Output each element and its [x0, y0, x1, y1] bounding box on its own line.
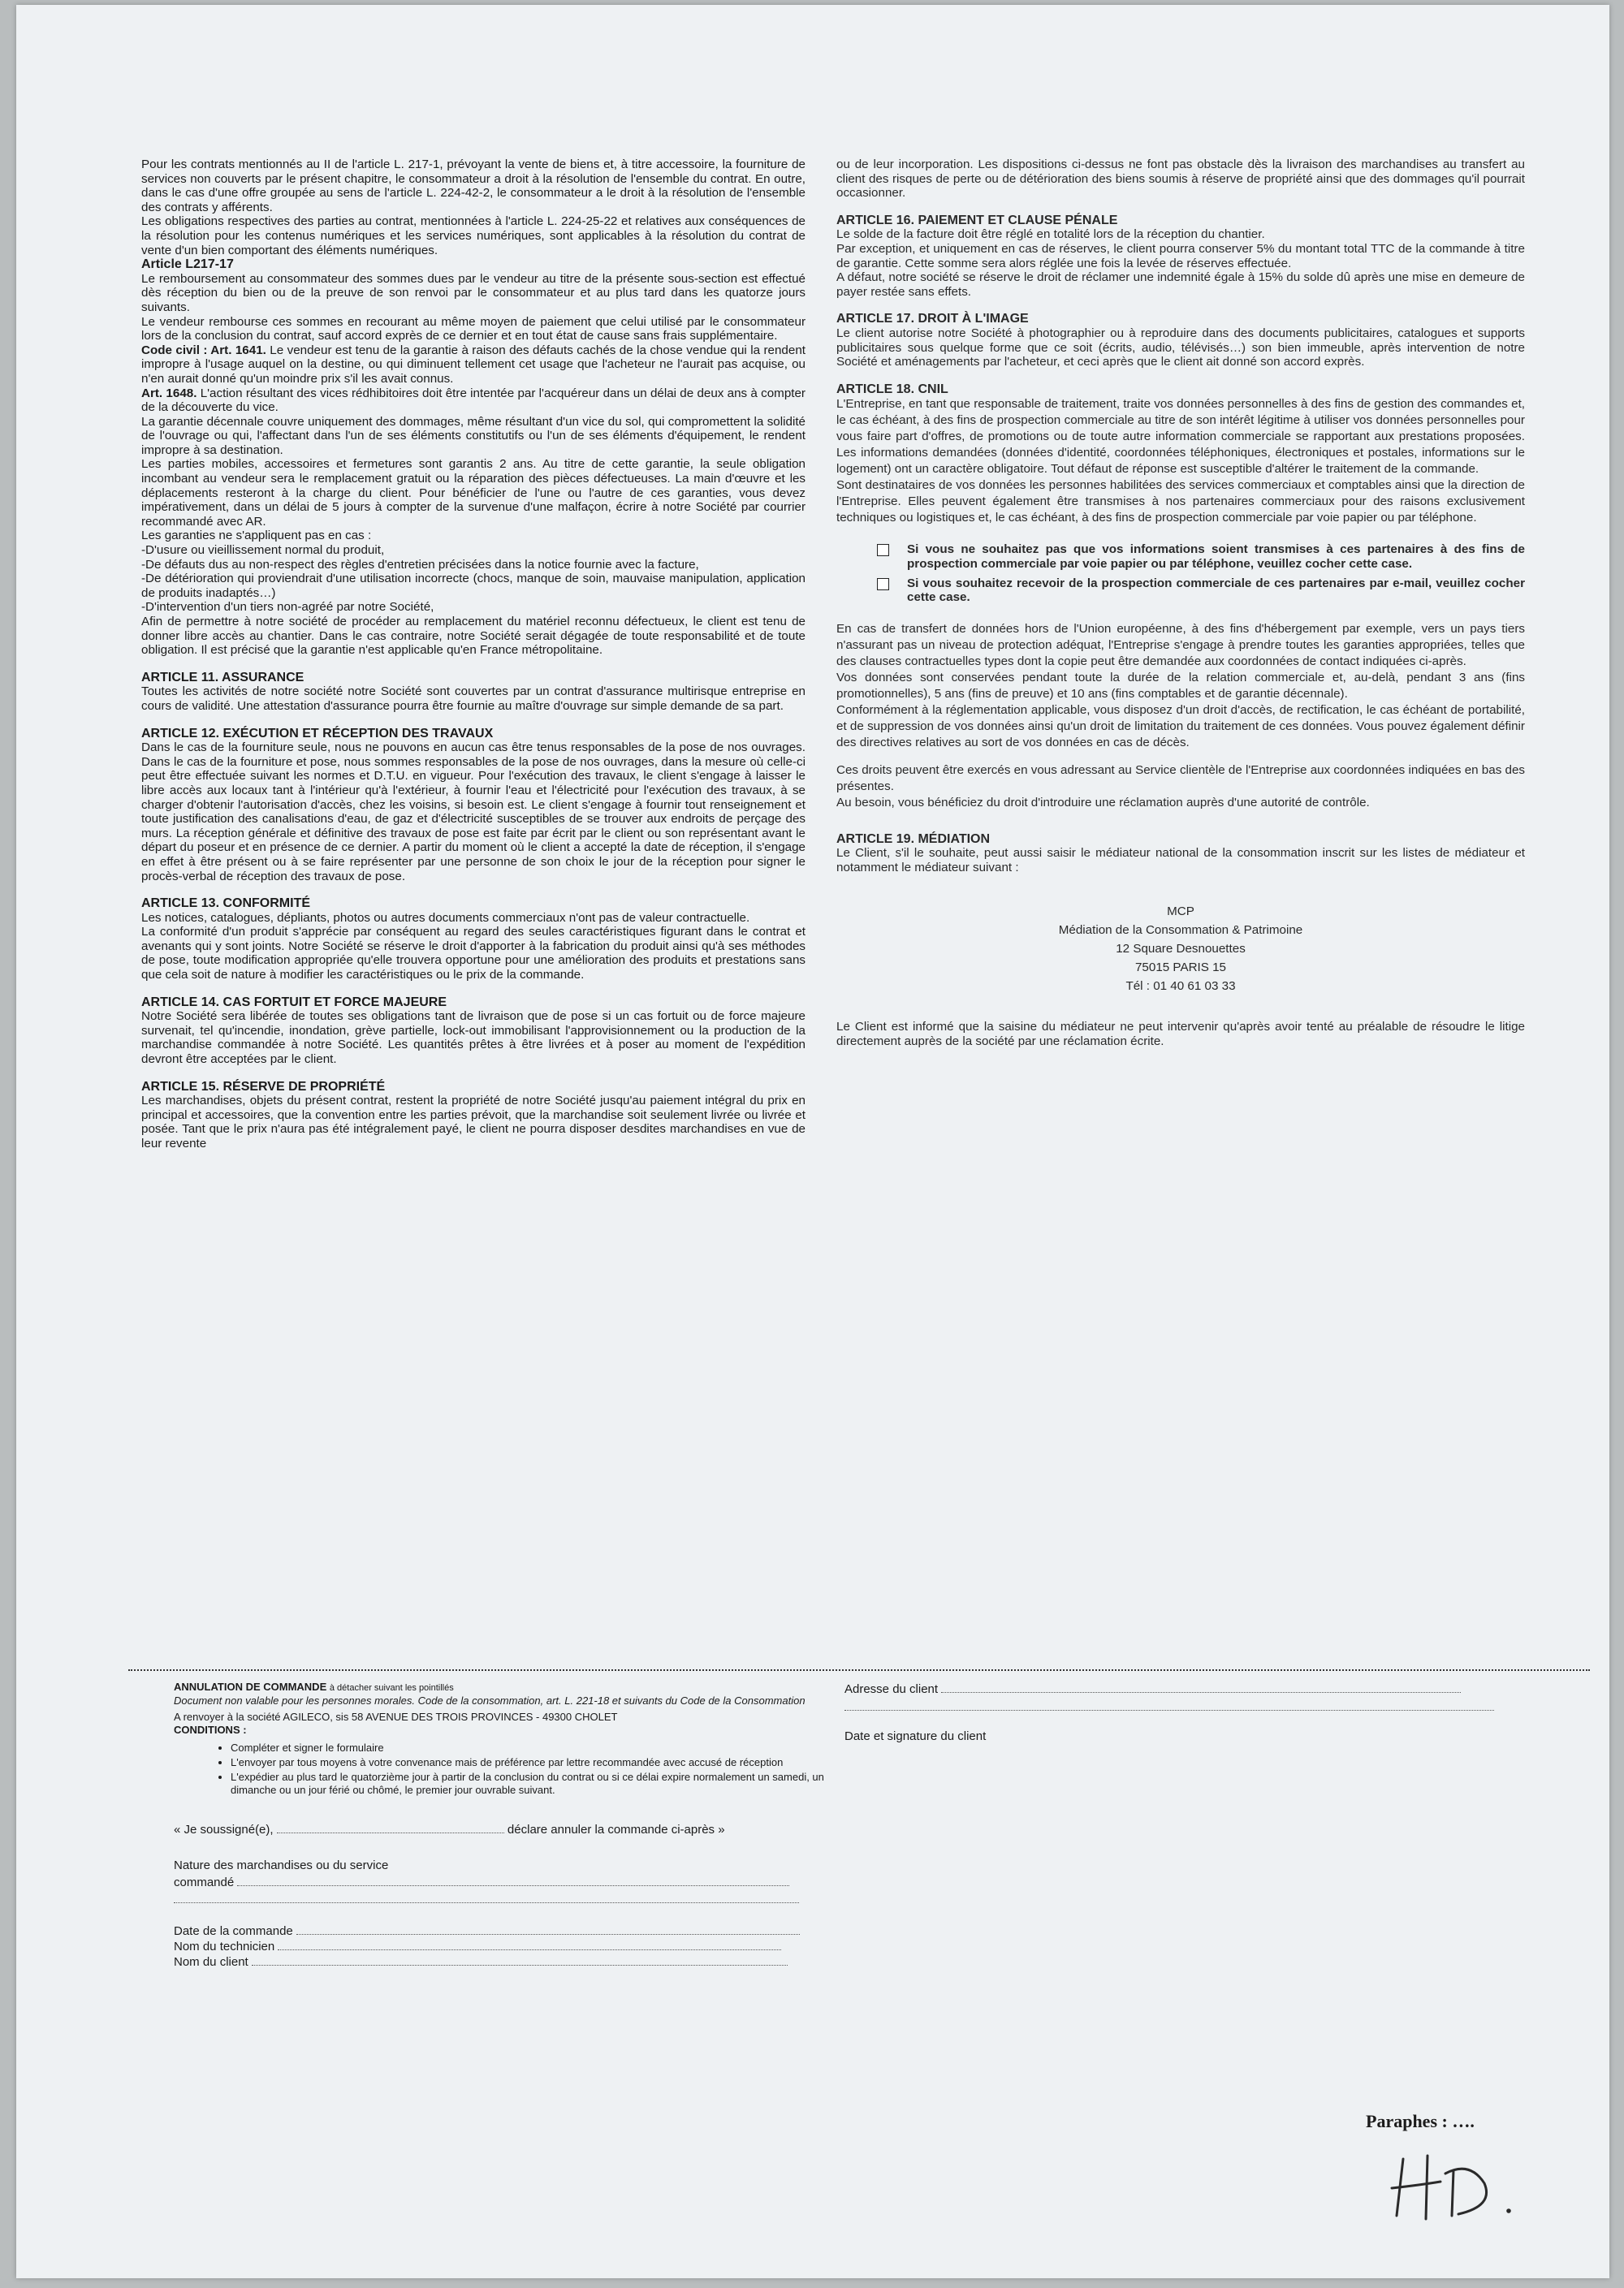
conditions-list: [174, 1742, 840, 1797]
paragraph: Le vendeur rembourse ces sommes en recourant au même moyen de paiement que celui utilisé par le consommateur lors de la conclusion du contrat, sauf accord exprès de ce dernier et en tout état de cause sans frais supplémentaire.: [141, 314, 806, 343]
article-19-title: ARTICLE 19. MÉDIATION: [836, 831, 991, 846]
paragraph: Par exception, et uniquement en cas de réserves, le client pourra conserver 5% du montant total TTC de la commande à titre de garantie. Cette somme sera alors réglée une fois la levée de réserves effectuée.: [836, 241, 1525, 270]
paragraph: Toutes les activités de notre société notre Société sont couvertes par un contrat d'assurance multirisque entreprise en cours de validité. Une attestation d'assurance pourra être fournie au maître d'ouvrage sur simple demande de sa part.: [141, 684, 806, 713]
cancellation-form: [174, 1681, 840, 1969]
paragraph: Pour les contrats mentionnés au II de l'article L. 217-1, prévoyant la vente de biens et, à titre accessoire, la fourniture de services non couverts par le présent chapitre, le consommateur a droit à la résolution de l'ensemble du contrat. En outre, dans le cas d'une offre groupée au sens de l'article L. 224-42-2, le consommateur a le droit à la résolution de l'ensemble des contrats y afférents.: [141, 158, 806, 214]
date-input[interactable]: [296, 1923, 800, 1935]
consent-checkbox-email[interactable]: [877, 578, 889, 590]
technicien-label: Nom du technicien: [174, 1940, 275, 1953]
art-1648-text: L'action résultant des vices rédhibitoires doit être intentée par l'acquéreur dans un délai de deux ans à compter de la découverte du vice.: [141, 386, 806, 415]
mediator-line: 75015 PARIS 15: [1134, 961, 1226, 975]
paragraph: A défaut, notre société se réserve le droit de réclamer une indemnité égale à 15% du solde dû après une mise en demeure de payer restée sans effets.: [836, 270, 1525, 299]
client-input[interactable]: [252, 1953, 788, 1966]
paragraph: Les notices, catalogues, dépliants, photos ou autres documents commerciaux n'ont pas de valeur contractuelle.: [141, 910, 750, 925]
code-civil-text: Le vendeur est tenu de la garantie à raison des défauts cachés de la chose vendue qui la rendent impropre à l'usage auquel on la destine, ou qui diminuent tellement cet usage que l'acheteur ne l'aurait pas acquise, ou n'en aurait donné qu'un moindre prix s'il les avait connus.: [141, 343, 806, 386]
paragraph: Le Client est informé que la saisine du médiateur ne peut intervenir qu'après avoir tenté au préalable de résoudre le litige directement auprès de la société par une réclamation écrite.: [836, 1020, 1525, 1049]
date-label: Date de la commande: [174, 1924, 293, 1938]
paragraph: Afin de permettre à notre société de procéder au remplacement du matériel reconnu défectueux, le client est tenu de donner libre accès au chantier. Dans le cas contraire, notre Société serait dégagée de toute responsabilité et de toute obligation. Il est précisé que la garantie n'est applicable qu'en France métropolitaine.: [141, 615, 806, 658]
initials-signature-icon: [1389, 2152, 1527, 2225]
paragraph: Notre Société sera libérée de toutes ses obligations tant de livraison que de pose si un cas fortuit ou de force majeure survenait, tel qu'incendie, inondation, grève partielle, lock-out immobilisant l'approvisionnement ou la production de la marchandise commandée à notre Société. Les quantités prêtes à être livrées et à poser au moment de l'expédition devront être acceptées par le client.: [141, 1009, 806, 1067]
soussigne-suffix: déclare annuler la commande ci-après »: [507, 1823, 725, 1837]
technicien-row: [174, 1938, 840, 1953]
mediator-phone: Tél : 01 40 61 03 33: [1125, 979, 1236, 994]
paragraph: Vos données sont conservées pendant toute la durée de la relation commerciale et, au-delà, pendant 3 ans (fins promotionnelles), 5 ans (fins de preuve) et 10 ans (fins comptables et de garantie décennale).: [836, 670, 1525, 701]
mediator-line: 12 Square Desnouettes: [1116, 942, 1246, 956]
paragraph: Le Client, s'il le souhaite, peut aussi saisir le médiateur national de la consommation inscrit sur les listes de médiateur et notamment le médiateur suivant :: [836, 846, 1525, 874]
nature-input-2[interactable]: [174, 1891, 799, 1903]
exclusion-item: -De défauts dus au non-respect des règles d'entretien précisées dans la notice fournie avec la facture,: [141, 557, 699, 572]
conditions-label: CONDITIONS :: [174, 1724, 247, 1736]
soussigne-field: [174, 1821, 840, 1838]
consent-checkbox-paper-phone[interactable]: [877, 544, 889, 556]
client-label: Nom du client: [174, 1955, 248, 1969]
form-send-to: A renvoyer à la société AGILECO, sis 58 AVENUE DES TROIS PROVINCES - 49300 CHOLET: [174, 1711, 618, 1723]
article-15-title: ARTICLE 15. RÉSERVE DE PROPRIÉTÉ: [141, 1079, 386, 1094]
signature-row: [844, 1728, 1518, 1746]
code-civil-label: Code civil : Art. 1641.: [141, 343, 266, 357]
form-doc-note: Document non valable pour les personnes morales. Code de la consommation, art. L. 221-18 et suivants du Code de la Consommation: [174, 1694, 806, 1707]
paragraph: Ces droits peuvent être exercés en vous adressant au Service clientèle de l'Entreprise aux coordonnées indiquées en bas des présentes.: [836, 762, 1526, 793]
consent-label: Si vous ne souhaitez pas que vos informations soient transmises à ces partenaires à des fins de prospection commerciale par voie papier ou par téléphone, veuillez cocher cette case.: [907, 542, 1525, 571]
document-page: [16, 5, 1609, 2278]
article-16-title: ARTICLE 16. PAIEMENT ET CLAUSE PÉNALE: [836, 213, 1118, 227]
handwritten-initials: [1389, 2152, 1527, 2230]
exclusion-item: -D'usure ou vieillissement normal du produit,: [141, 543, 385, 558]
order-info-fields: [174, 1923, 840, 1969]
consent-checkboxes: [877, 542, 1525, 604]
nature-field: [174, 1858, 840, 1908]
article-14-title: ARTICLE 14. CAS FORTUIT ET FORCE MAJEURE: [141, 995, 447, 1009]
exclusion-item: -De détérioration qui proviendrait d'une utilisation incorrecte (chocs, manque de soin, mauvaise manipulation, application de produits inadaptés…): [141, 572, 806, 600]
paragraph: Le remboursement au consommateur des sommes dues par le vendeur au titre de la présente sous-section est effectué dès réception du bien ou de la preuve de son renvoi par le consommateur et au plus tard dans les quatorze jours suivants.: [141, 271, 806, 314]
paragraph: En cas de transfert de données hors de l'Union européenne, à des fins d'hébergement par exemple, vers un pays tiers n'assurant pas un niveau de protection adéquat, l'Entreprise s'engage à prendre toutes les garanties appropriées, telles que des clauses contractuelles types dont la copie peut être demandée aux coordonnées de contact indiquées ci-après.: [836, 621, 1525, 668]
paragraph: L'Entreprise, en tant que responsable de traitement, traite vos données personnelles à des fins de gestion des commandes et, le cas échéant, à des fins de prospection commerciale au titre de son intérêt légitime à utiliser vos données personnelles pour vous faire part d'offres, de promotions ou de toute autre information commerciale se rapportant aux prestations proposées. Les informations demandées (données d'identité, coordonnées téléphoniques, électroniques et postales, informations sur le logement) ont un caractère obligatoire. Tout défaut de réponse est susceptible d'altérer le traitement de la commande.: [836, 397, 1526, 477]
paragraph: Les marchandises, objets du présent contrat, restent la propriété de notre Société jusqu'au paiement intégral du prix en principal et accessoires, que la convention entre les parties prévoit, que la marchandise soit seulement livrée ou livrée et posée. Tant que le prix n'aura pas été intégralement payé, le client ne pourra disposer desdites marchandises en vue de leur revente: [141, 1094, 806, 1150]
mediator-address: [836, 902, 1525, 995]
paraphes-label: Paraphes : ….: [1366, 2111, 1475, 2131]
mediator-name: MCP: [1167, 904, 1194, 919]
consent-label: Si vous souhaitez recevoir de la prospection commerciale de ces partenaires par e-mail, veuillez cocher cette case.: [907, 576, 1525, 605]
article-11-title: ARTICLE 11. ASSURANCE: [141, 670, 304, 684]
adresse-label: Adresse du client: [844, 1682, 939, 1696]
paragraph: Conformément à la réglementation applicable, vous disposez d'un droit d'accès, de rectification, le cas échéant de portabilité, et de suppression de vos données ainsi qu'un droit de limitation du traitement de ces données. Vous pouvez également définir des directives relatives au sort de vos données en cas de décès.: [836, 702, 1525, 749]
consent-row: [877, 542, 1525, 571]
paragraph: Le client autorise notre Société à photographier ou à reproduire dans des documents publicitaires, catalogues et supports publicitaires sous quelque forme que ce soit (écrits, audio, télévisés…) son bien immeuble, après intervention de notre Société et aménagements par l'acheteur, et ceci après que le client ait donné son accord exprès.: [836, 326, 1525, 369]
nature-row: [174, 1874, 840, 1891]
nature-input[interactable]: [237, 1874, 789, 1886]
paragraph: Sont destinataires de vos données les personnes habilitées des services commerciaux et comptables ainsi que la direction de l'Entreprise. Elles peuvent également être transmises à nos partenaires commerciaux pour des raisons exclusivement techniques ou logistiques et, le cas échéant, à des fins de prospection commerciale par voie papier ou par téléphone.: [836, 478, 1525, 525]
paragraph: [141, 386, 806, 415]
form-title-row: [174, 1681, 840, 1694]
date-row: [174, 1923, 840, 1938]
article-17-title: ARTICLE 17. DROIT À L'IMAGE: [836, 312, 1029, 326]
left-column: [141, 158, 806, 1151]
paragraph: Au besoin, vous bénéficiez du droit d'introduire une réclamation auprès d'une autorité de contrôle.: [836, 795, 1370, 809]
adresse-row-2: [844, 1699, 1518, 1716]
paragraph: Les obligations respectives des parties au contrat, mentionnées à l'article L. 224-25-22 et relatives aux conséquences de la résolution pour les contenus numériques et les services numériques, sont applicables à la résolution du contrat de vente d'un bien comportant des éléments numériques.: [141, 214, 806, 257]
cut-line: [128, 1669, 1590, 1671]
condition-item: • L'expédier au plus tard le quatorzième jour à partir de la conclusion du contrat ou si ce délai expire normalement un samedi, un dimanche ou un jour férié ou chômé, le premier jour ouvrable suivant.: [231, 1771, 840, 1797]
nature-label: Nature des marchandises ou du service: [174, 1858, 389, 1872]
article-13-title: ARTICLE 13. CONFORMITÉ: [141, 896, 311, 911]
commande-label: commandé: [174, 1876, 235, 1889]
article-12-title: ARTICLE 12. EXÉCUTION ET RÉCEPTION DES TRAVAUX: [141, 726, 494, 740]
soussigne-input[interactable]: [277, 1821, 504, 1833]
article-18-title: ARTICLE 18. CNIL: [836, 382, 948, 396]
form-title-suffix: à détacher suivant les pointillés: [329, 1683, 454, 1693]
consent-row: [877, 576, 1525, 605]
adresse-input[interactable]: [941, 1681, 1461, 1693]
paragraph: [141, 343, 806, 386]
article-heading: Article L217-17: [141, 257, 234, 272]
soussigne-label: « Je soussigné(e),: [174, 1823, 274, 1837]
mediator-line: Médiation de la Consommation & Patrimoine: [1058, 923, 1303, 938]
exclusion-item: -D'intervention d'un tiers non-agréé par notre Société,: [141, 600, 434, 615]
paragraph: Les parties mobiles, accessoires et fermetures sont garantis 2 ans. Au titre de cette garantie, la seule obligation incombant au vendeur sera le remplacement gratuit ou la réparation des pièces défectueuses. La main d'œuvre et les déplacements resteront à la charge du client. Pour bénéficier de l'une ou l'autre de ces garanties, vous devez impérativement, dans un délai de 5 jours à compter de la survenue d'une malfaçon, écrire à notre Société par courrier recommandé avec AR.: [141, 457, 806, 529]
condition-item: • L'envoyer par tous moyens à votre convenance mais de préférence par lettre recommandée avec accusé de réception: [231, 1756, 840, 1769]
date-signature-label: Date et signature du client: [844, 1729, 987, 1743]
nature-row-2: [174, 1891, 840, 1908]
paragraph: Le solde de la facture doit être réglé en totalité lors de la réception du chantier.: [836, 227, 1265, 242]
adresse-input-2[interactable]: [844, 1699, 1494, 1711]
art-1648-label: Art. 1648.: [141, 386, 197, 400]
client-address-form: [844, 1681, 1518, 1746]
paragraph: Les garanties ne s'appliquent pas en cas :: [141, 529, 372, 543]
technicien-input[interactable]: [278, 1938, 781, 1950]
condition-item: • Compléter et signer le formulaire: [231, 1742, 840, 1755]
paragraph: La conformité d'un produit s'apprécie par conséquent au regard des seules caractéristiques figurant dans le contrat et avenants qui y sont joints. Notre Société se réserve le droit d'apporter à la fabrication du produit ainsi qu'à ses méthodes de pose, toute modification appropriée qu'elle trouvera opportune pour une amélioration des produits et prestations sans que cela soit de nature à modifier les caractéristiques ou le prix de la commande.: [141, 925, 806, 982]
adresse-row: [844, 1681, 1518, 1699]
paragraph: La garantie décennale couvre uniquement des dommages, même résultant d'un vice du sol, qui compromettent la solidité de l'ouvrage ou qui, l'affectant dans l'un de ses éléments constitutifs ou l'un de ses éléments d'équipement, le rendent impropre à sa destination.: [141, 414, 806, 457]
right-column: [836, 158, 1525, 1049]
form-title: ANNULATION DE COMMANDE: [174, 1681, 327, 1693]
client-row: [174, 1953, 840, 1969]
paragraph: Dans le cas de la fourniture seule, nous ne pouvons en aucun cas être tenus responsables de la pose de nos ouvrages. Dans le cas de la fourniture et pose, nous sommes responsables de la pose de nos ouvrages, dans la mesure où celle-ci peut être effectuée suivant les normes et D.T.U. en vigueur. Pour l'exécution des travaux, le client s'engage à laisser le libre accès aux locaux tant à l'intérieur qu'à l'extérieur, à fournir l'eau et l'électricité pour l'exécution des travaux, à se charger d'obtenir l'autorisation d'accès, chez les voisins, si besoin est. Le client s'engage à fournir tout renseignement et toute justification des canalisations d'eau, de gaz et d'électricité susceptibles de se trouver aux endroits de perçage des murs. La réception générale et définitive des travaux de pose est faite par écrit par le client ou son représentant avant le départ du poseur et en présence de ce dernier. A partir du moment où le client a accepté la date de réception, il s'engage en effet à être présent ou à se faire représenter par une personne de son choix le jour de la réception pour signer le procès-verbal de réception des travaux de pose.: [141, 740, 806, 883]
paragraph: ou de leur incorporation. Les dispositions ci-dessus ne font pas obstacle dès la livraison des marchandises au transfert au client des risques de perte ou de détérioration des biens soumis à réserve de propriété ainsi que des dommages qu'il pourrait occasionner.: [836, 158, 1525, 201]
